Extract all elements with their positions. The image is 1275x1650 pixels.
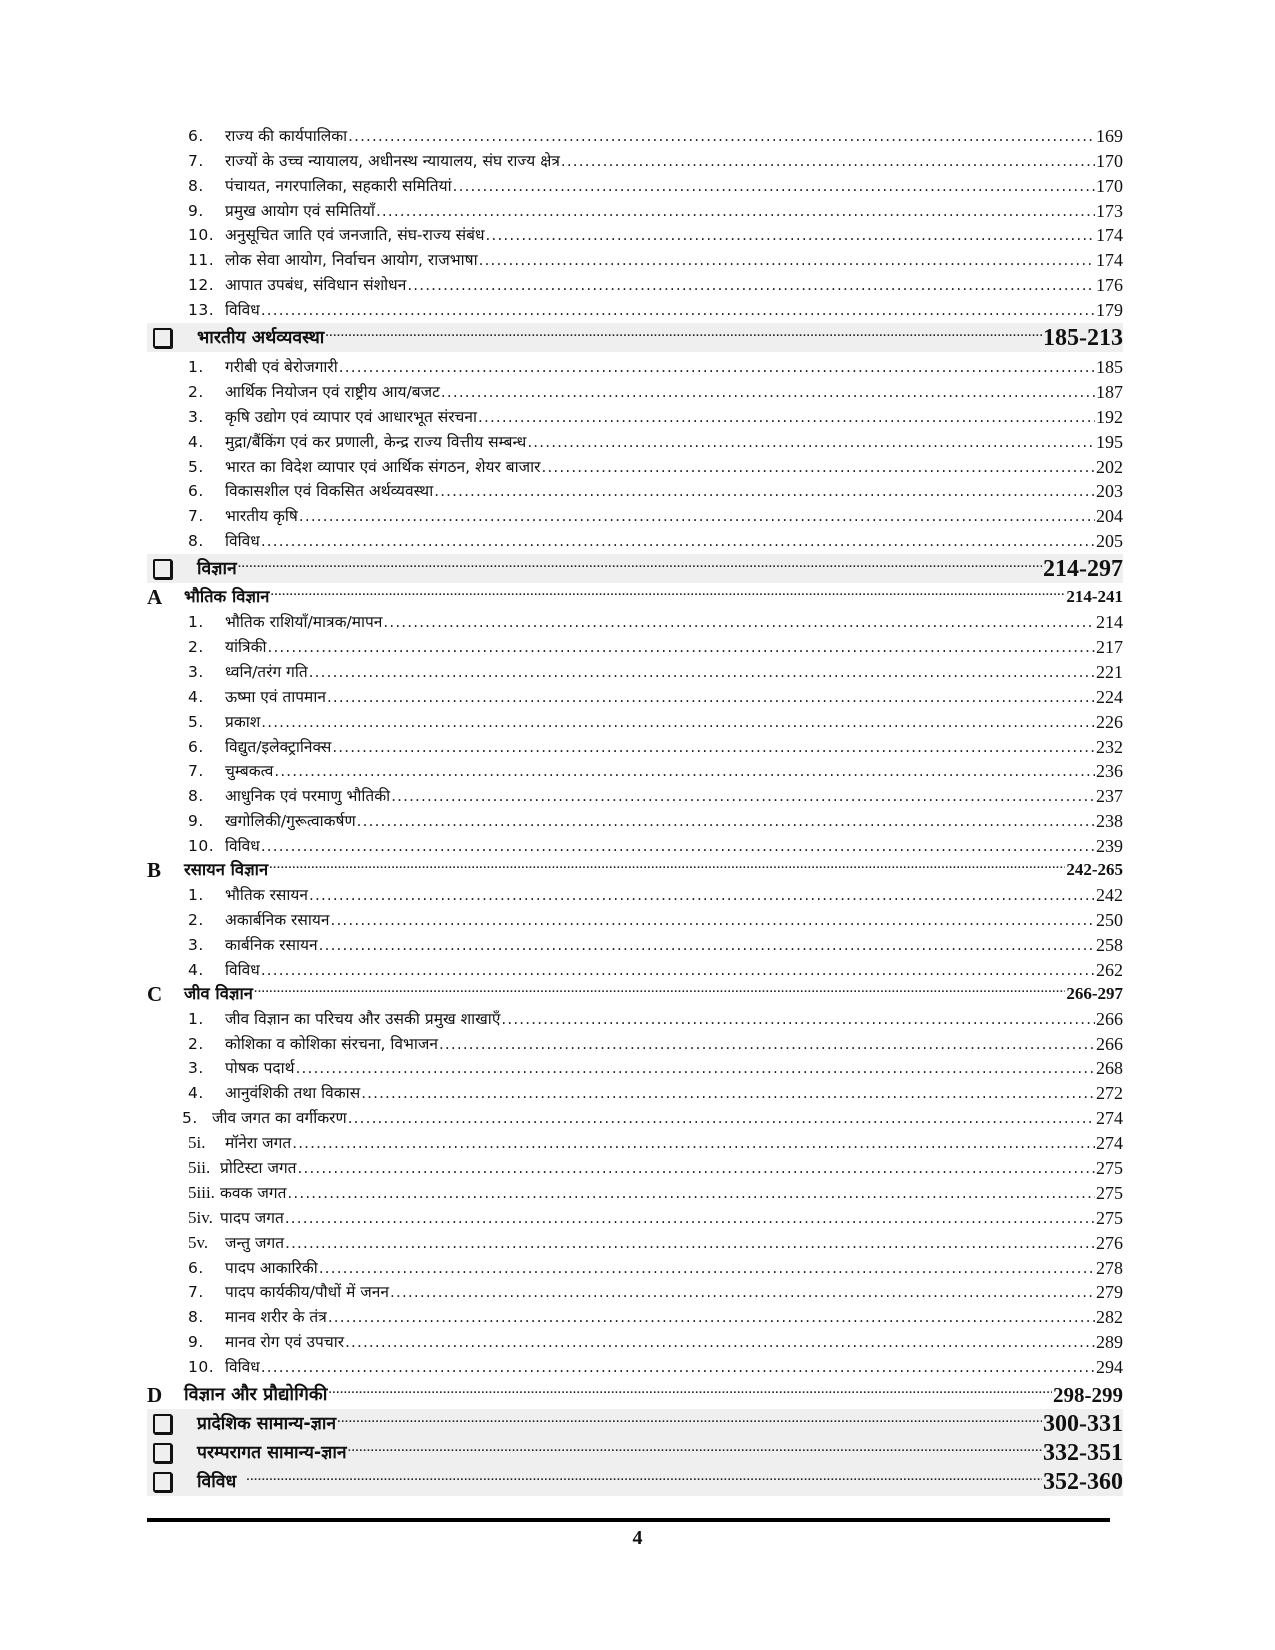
section-pages: 300-331 <box>1043 1410 1123 1437</box>
entry-number: 5. <box>188 457 204 476</box>
entry-number: 10. <box>188 226 215 245</box>
entry-title: लोक सेवा आयोग, निर्वाचन आयोग, राजभाषा <box>225 251 478 270</box>
dot-leader <box>287 1182 1095 1204</box>
entry-page: 179 <box>1096 300 1123 321</box>
dot-leader <box>337 1409 1042 1431</box>
entry-title: विविध <box>225 1358 260 1377</box>
entry-title: पादप आकारिकी <box>225 1258 318 1277</box>
toc-entry[interactable] <box>147 956 1123 981</box>
entry-page: 169 <box>1096 125 1123 146</box>
dot-leader <box>327 686 1095 708</box>
dot-leader <box>328 1380 1052 1402</box>
section-heading-misc[interactable] <box>147 1467 1123 1496</box>
dot-leader <box>299 505 1095 527</box>
section-title: भारतीय अर्थव्यवस्था <box>197 327 325 348</box>
entry-title: कार्बनिक रसायन <box>225 935 318 954</box>
entry-page: 232 <box>1096 736 1123 757</box>
entry-page: 195 <box>1096 431 1123 452</box>
entry-number: 6. <box>188 126 204 145</box>
entry-number: 4. <box>188 960 204 979</box>
dot-leader <box>439 1033 1095 1055</box>
dot-leader <box>309 884 1095 906</box>
subsection-letter: B <box>147 858 162 883</box>
entry-number: 11. <box>188 251 215 270</box>
subsection-letter: C <box>147 981 163 1006</box>
dot-leader <box>261 299 1095 321</box>
dot-leader <box>274 760 1095 782</box>
checkbox-bullet-icon <box>153 328 172 348</box>
dot-leader <box>390 1281 1095 1303</box>
section-title: विविध <box>197 1471 237 1492</box>
toc-entry[interactable] <box>147 633 1123 658</box>
entry-page: 176 <box>1096 275 1123 296</box>
toc-entry[interactable] <box>147 832 1123 857</box>
entry-title: राज्य की कार्यपालिका <box>225 126 348 145</box>
dot-leader <box>376 200 1095 222</box>
entry-page: 217 <box>1096 637 1123 658</box>
dot-leader <box>285 1232 1095 1254</box>
entry-page: 237 <box>1096 786 1123 807</box>
toc-entry[interactable] <box>147 683 1123 708</box>
entry-title: मॉनेरा जगत <box>225 1134 292 1153</box>
toc-entry[interactable] <box>147 782 1123 807</box>
entry-title: ऊष्मा एवं तापमान <box>225 687 326 706</box>
section-pages: 214-297 <box>1043 555 1123 582</box>
footer-rule <box>147 1518 1110 1522</box>
dot-leader <box>261 959 1095 981</box>
entry-page: 268 <box>1096 1058 1123 1079</box>
entry-number: 4. <box>188 687 204 706</box>
toc-entry[interactable] <box>147 1079 1123 1104</box>
entry-title: विविध <box>225 532 260 551</box>
entry-page: 185 <box>1096 357 1123 378</box>
subsection-title: जीव विज्ञान <box>184 983 253 1003</box>
dot-leader <box>246 1467 1042 1489</box>
dot-leader <box>348 1438 1042 1460</box>
entry-number: 8. <box>188 1308 204 1327</box>
subsection-heading-biology[interactable] <box>147 981 1123 1005</box>
toc-entry[interactable] <box>147 1104 1123 1129</box>
entry-page: 224 <box>1096 686 1123 707</box>
dot-leader <box>254 979 1065 1001</box>
entry-title: कृषि उद्योग एवं व्यापार एवं आधारभूत संरचना <box>225 407 478 426</box>
section-pages: 185-213 <box>1043 324 1123 351</box>
section-heading-regional-gk[interactable] <box>147 1409 1123 1438</box>
entry-number: 5. <box>182 1109 198 1128</box>
dot-leader <box>268 636 1096 658</box>
subsection-pages: 242-265 <box>1066 860 1123 880</box>
entry-title: कवक जगत <box>220 1183 287 1202</box>
toc-entry[interactable] <box>147 478 1123 503</box>
toc-entry[interactable] <box>147 1279 1123 1304</box>
entry-page: 250 <box>1096 909 1123 930</box>
entry-number: 1. <box>188 1009 204 1028</box>
dot-leader <box>269 855 1065 877</box>
entry-title: भौतिक रसायन <box>225 886 309 905</box>
section-heading-science[interactable] <box>147 554 1123 583</box>
entry-number: 12. <box>188 276 215 295</box>
dot-leader <box>319 934 1095 956</box>
toc-entry[interactable] <box>147 931 1123 956</box>
checkbox-bullet-icon <box>153 1443 172 1463</box>
subsection-heading-technology[interactable] <box>147 1378 1123 1406</box>
entry-title: आपात उपबंध, संविधान संशोधन <box>225 276 407 295</box>
entry-number: 2. <box>188 910 204 929</box>
section-title: विज्ञान <box>197 558 237 579</box>
toc-entry[interactable] <box>147 881 1123 906</box>
entry-title: आनुवंशिकी तथा विकास <box>225 1084 361 1103</box>
page-number: 4 <box>632 1527 643 1549</box>
entry-number: 8. <box>188 787 204 806</box>
entry-title: प्रमुख आयोग एवं समितियाँ <box>225 201 375 220</box>
subsection-pages: 214-241 <box>1066 587 1123 607</box>
polity-items <box>147 122 1123 321</box>
toc-entry[interactable] <box>147 147 1123 172</box>
dot-leader <box>478 406 1095 428</box>
entry-title: विविध <box>225 301 260 320</box>
entry-number: 5iv. <box>188 1207 213 1227</box>
entry-title: राज्यों के उच्च न्यायालय, अधीनस्थ न्यायालय, संघ राज्य क्षेत्र <box>225 151 560 170</box>
entry-number: 3. <box>188 1059 204 1078</box>
dot-leader <box>479 249 1095 271</box>
entry-title: गरीबी एवं बेरोजगारी <box>225 358 338 377</box>
toc-entry[interactable] <box>147 246 1123 271</box>
entry-number: 3. <box>188 935 204 954</box>
entry-title: भारत का विदेश व्यापार एवं आर्थिक संगठन, शेयर बाजार <box>225 457 541 476</box>
entry-page: 236 <box>1096 761 1123 782</box>
dot-leader <box>325 323 1042 345</box>
toc-entry[interactable] <box>147 1254 1123 1279</box>
dot-leader <box>348 1107 1095 1129</box>
dot-leader <box>527 431 1095 453</box>
entry-page: 187 <box>1096 381 1123 402</box>
final-sections <box>147 1409 1123 1496</box>
toc-entry[interactable] <box>147 197 1123 222</box>
dot-leader <box>453 175 1095 197</box>
entry-page: 202 <box>1096 456 1123 477</box>
toc-entry[interactable] <box>147 658 1123 683</box>
entry-title: जीव विज्ञान का परिचय और उसकी प्रमुख शाखाएँ <box>225 1009 501 1028</box>
section-title: प्रादेशिक सामान्य-ज्ञान <box>197 1413 337 1434</box>
entry-title: यांत्रिकी <box>225 638 267 657</box>
toc-entry[interactable] <box>147 172 1123 197</box>
entry-page: 239 <box>1096 836 1123 857</box>
toc-entry[interactable] <box>147 122 1123 147</box>
entry-page: 275 <box>1096 1157 1123 1178</box>
entry-number: 9. <box>188 1333 204 1352</box>
dot-leader <box>357 810 1095 832</box>
subsection-letter: A <box>147 585 163 610</box>
entry-title: मुद्रा/बैंकिंग एवं कर प्रणाली, केन्द्र राज्य वित्तीय सम्बन्ध <box>225 432 527 451</box>
entry-number: 10. <box>188 1358 215 1377</box>
entry-page: 192 <box>1096 406 1123 427</box>
entry-number: 4. <box>188 432 204 451</box>
entry-page: 205 <box>1096 531 1123 552</box>
entry-title: चुम्बकत्व <box>225 762 274 781</box>
entry-page: 204 <box>1096 506 1123 527</box>
entry-number: 9. <box>188 201 204 220</box>
subsection-pages: 266-297 <box>1066 983 1123 1003</box>
dot-leader <box>270 582 1065 604</box>
entry-page: 279 <box>1096 1282 1123 1303</box>
entry-title: मानव रोग एवं उपचार <box>225 1333 345 1352</box>
toc-entry[interactable] <box>147 296 1123 321</box>
toc-entry[interactable] <box>147 733 1123 758</box>
entry-title: पोषक पदार्थ <box>225 1059 295 1078</box>
dot-leader <box>330 909 1095 931</box>
entry-number: 3. <box>188 407 204 426</box>
entry-page: 258 <box>1096 934 1123 955</box>
entry-number: 6. <box>188 482 204 501</box>
entry-page: 282 <box>1096 1307 1123 1328</box>
entry-page: 275 <box>1096 1207 1123 1228</box>
dot-leader <box>261 530 1095 552</box>
entry-page: 278 <box>1096 1257 1123 1278</box>
toc-entry[interactable] <box>147 502 1123 527</box>
entry-page: 266 <box>1096 1033 1123 1054</box>
entry-title: आर्थिक नियोजन एवं राष्ट्रीय आय/बजट <box>225 382 440 401</box>
entry-title: जीव जगत का वर्गीकरण <box>212 1109 347 1128</box>
dot-leader <box>261 1356 1095 1378</box>
entry-page: 242 <box>1096 885 1123 906</box>
entry-page: 275 <box>1096 1182 1123 1203</box>
entry-title: पंचायत, नगरपालिका, सहकारी समितियां <box>225 176 452 195</box>
entry-title: प्रकाश <box>225 712 261 731</box>
entry-page: 174 <box>1096 225 1123 246</box>
entry-title: मानव शरीर के तंत्र <box>225 1308 327 1327</box>
entry-title: विविध <box>225 837 260 856</box>
entry-page: 173 <box>1096 200 1123 221</box>
toc-entry[interactable] <box>147 428 1123 453</box>
entry-page: 170 <box>1096 150 1123 171</box>
toc-entry[interactable] <box>147 758 1123 783</box>
entry-number: 5i. <box>188 1133 206 1153</box>
entry-number: 7. <box>188 151 204 170</box>
entry-title: विद्युत/इलेक्ट्रानिक्स <box>225 737 332 756</box>
entry-number: 1. <box>188 613 204 632</box>
entry-title: खगोलिकी/गुरूत्वाकर्षण <box>225 812 356 831</box>
entry-title: अकार्बनिक रसायन <box>225 910 330 929</box>
toc-entry[interactable] <box>147 222 1123 247</box>
entry-title: ध्वनि/तरंग गति <box>225 662 308 681</box>
entry-page: 274 <box>1096 1133 1123 1154</box>
entry-title: अनुसूचित जाति एवं जनजाति, संघ-राज्य संबंध <box>225 226 485 245</box>
entry-number: 7. <box>188 1283 204 1302</box>
toc-entry[interactable] <box>147 1005 1123 1030</box>
dot-leader <box>561 150 1095 172</box>
checkbox-bullet-icon <box>153 559 172 579</box>
checkbox-bullet-icon <box>153 1472 172 1492</box>
table-of-contents <box>147 122 1123 1496</box>
entry-page: 289 <box>1096 1332 1123 1353</box>
dot-leader <box>332 736 1095 758</box>
toc-entry[interactable] <box>147 453 1123 478</box>
entry-number: 13. <box>188 301 215 320</box>
dot-leader <box>501 1008 1095 1030</box>
entry-page: 266 <box>1096 1008 1123 1029</box>
subsection-title: रसायन विज्ञान <box>184 860 269 880</box>
entry-number: 8. <box>188 176 204 195</box>
entry-page: 276 <box>1096 1232 1123 1253</box>
entry-number: 5. <box>188 712 204 731</box>
entry-title: भौतिक राशियाँ/मात्रक/मापन <box>225 613 383 632</box>
entry-number: 2. <box>188 1034 204 1053</box>
dot-leader <box>238 554 1042 576</box>
toc-entry[interactable] <box>147 403 1123 428</box>
entry-page: 272 <box>1096 1083 1123 1104</box>
dot-leader <box>361 1082 1095 1104</box>
dot-leader <box>285 1207 1095 1229</box>
toc-entry[interactable] <box>147 1154 1123 1179</box>
toc-entry[interactable] <box>147 807 1123 832</box>
entry-title: कोशिका व कोशिका संरचना, विभाजन <box>225 1034 438 1053</box>
entry-number: 3. <box>188 662 204 681</box>
entry-number: 2. <box>188 638 204 657</box>
toc-entry[interactable] <box>147 1353 1123 1378</box>
entry-title: आधुनिक एवं परमाणु भौतिकी <box>225 787 391 806</box>
entry-number: 1. <box>188 358 204 377</box>
toc-entry[interactable] <box>147 906 1123 931</box>
entry-page: 221 <box>1096 661 1123 682</box>
dot-leader <box>407 274 1095 296</box>
entry-number: 5v. <box>188 1232 209 1252</box>
toc-entry[interactable] <box>147 708 1123 733</box>
section-pages: 332-351 <box>1043 1439 1123 1466</box>
dot-leader <box>486 224 1095 246</box>
dot-leader <box>296 1057 1095 1079</box>
dot-leader <box>261 711 1095 733</box>
entry-number: 9. <box>188 812 204 831</box>
entry-number: 8. <box>188 532 204 551</box>
entry-title: पादप जगत <box>220 1208 284 1227</box>
entry-page: 226 <box>1096 711 1123 732</box>
entry-number: 10. <box>188 837 215 856</box>
entry-title: विकासशील एवं विकसित अर्थव्यवस्था <box>225 482 434 501</box>
toc-entry[interactable] <box>147 1179 1123 1204</box>
entry-page: 214 <box>1096 612 1123 633</box>
entry-page: 262 <box>1096 959 1123 980</box>
entry-number: 7. <box>188 762 204 781</box>
subsection-heading-chemistry[interactable] <box>147 857 1123 881</box>
entry-number: 6. <box>188 1258 204 1277</box>
subsection-title: विज्ञान और प्रौद्योगिकी <box>184 1384 328 1406</box>
toc-entry[interactable] <box>147 1030 1123 1055</box>
dot-leader <box>292 1132 1095 1154</box>
toc-entry[interactable] <box>147 1229 1123 1254</box>
entry-page: 294 <box>1096 1357 1123 1378</box>
entry-number: 4. <box>188 1084 204 1103</box>
toc-entry[interactable] <box>147 1055 1123 1080</box>
dot-leader <box>328 1306 1095 1328</box>
entry-page: 170 <box>1096 175 1123 196</box>
dot-leader <box>309 661 1095 683</box>
toc-entry[interactable] <box>147 1303 1123 1328</box>
dot-leader <box>298 1157 1095 1179</box>
dot-leader <box>348 125 1095 147</box>
entry-title: प्रोटिस्टा जगत <box>220 1158 297 1177</box>
section-heading-economy[interactable] <box>147 323 1123 352</box>
entry-number: 5ii. <box>188 1157 211 1177</box>
toc-entry[interactable] <box>147 608 1123 633</box>
dot-leader <box>541 456 1095 478</box>
entry-number: 7. <box>188 507 204 526</box>
toc-entry[interactable] <box>147 1129 1123 1154</box>
entry-title: जन्तु जगत <box>225 1233 285 1252</box>
dot-leader <box>383 611 1095 633</box>
dot-leader <box>434 480 1095 502</box>
toc-entry[interactable] <box>147 527 1123 552</box>
subsection-title: भौतिक विज्ञान <box>184 587 270 607</box>
dot-leader <box>441 381 1095 403</box>
toc-entry[interactable] <box>147 271 1123 296</box>
entry-page: 274 <box>1096 1108 1123 1129</box>
section-title: परम्परागत सामान्य-ज्ञान <box>197 1442 347 1463</box>
dot-leader <box>339 356 1095 378</box>
section-pages: 352-360 <box>1043 1468 1123 1495</box>
entry-title: भारतीय कृषि <box>225 507 298 526</box>
toc-entry[interactable] <box>147 353 1123 378</box>
entry-page: 203 <box>1096 481 1123 502</box>
subsection-pages: 298-299 <box>1053 1383 1123 1408</box>
dot-leader <box>319 1257 1095 1279</box>
entry-number: 5iii. <box>188 1182 215 1202</box>
entry-number: 2. <box>188 382 204 401</box>
toc-entry[interactable] <box>147 378 1123 403</box>
section-heading-traditional-gk[interactable] <box>147 1438 1123 1467</box>
entry-number: 6. <box>188 737 204 756</box>
dot-leader <box>345 1331 1095 1353</box>
subsection-letter: D <box>147 1383 163 1408</box>
toc-entry[interactable] <box>147 1328 1123 1353</box>
entry-title: विविध <box>225 960 260 979</box>
entry-page: 238 <box>1096 811 1123 832</box>
dot-leader <box>261 835 1095 857</box>
toc-entry[interactable] <box>147 1204 1123 1229</box>
entry-number: 1. <box>188 886 204 905</box>
dot-leader <box>391 785 1095 807</box>
checkbox-bullet-icon <box>153 1414 172 1434</box>
subsection-heading-physics[interactable] <box>147 584 1123 608</box>
entry-page: 174 <box>1096 250 1123 271</box>
entry-title: पादप कार्यकीय/पौधों में जनन <box>225 1283 390 1302</box>
